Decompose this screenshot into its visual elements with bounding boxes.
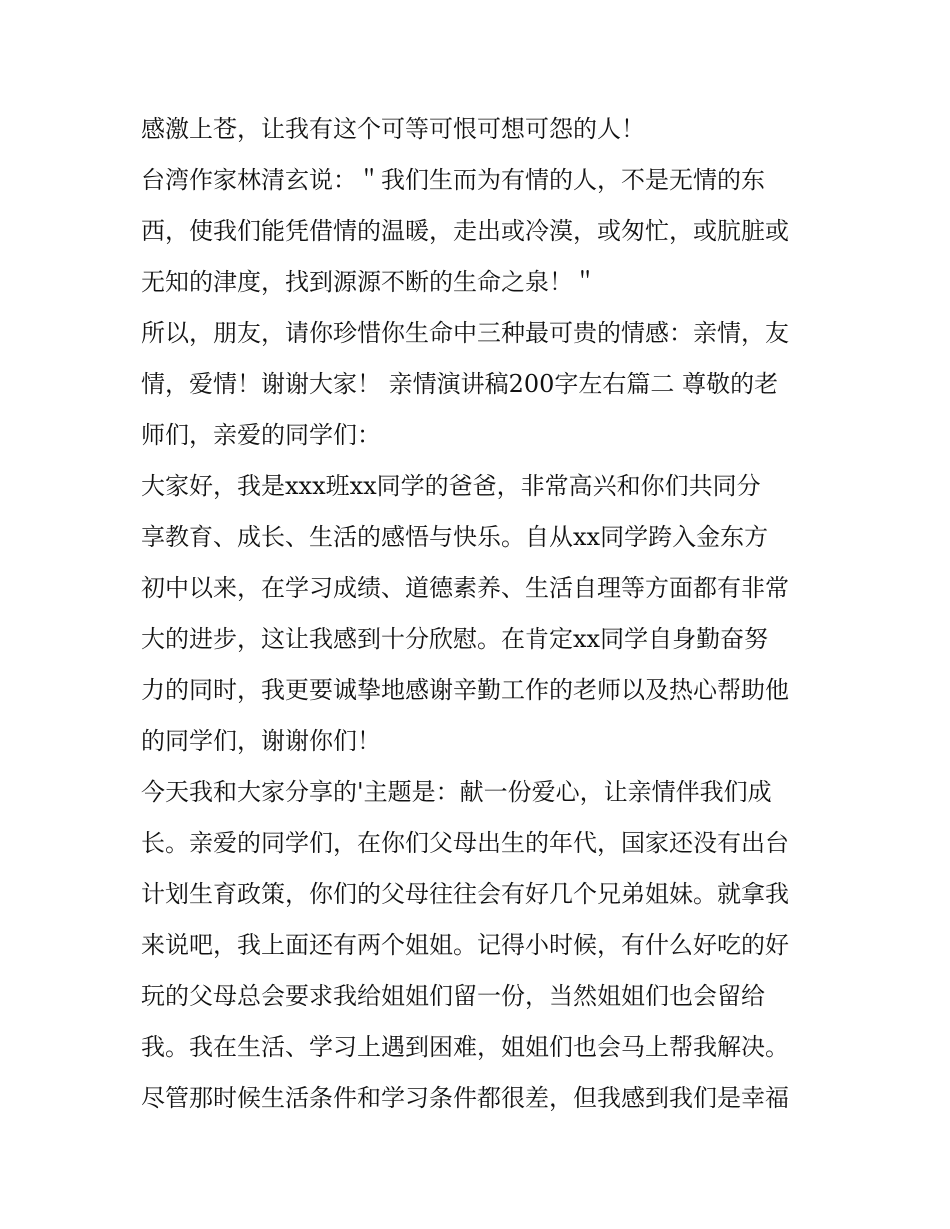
text-line: 力的同时，我更要诚挚地感谢辛勤工作的老师以及热心帮助他: [141, 676, 789, 704]
text-line: 我。我在生活、学习上遇到困难，姐姐们也会马上帮我解决。: [141, 1033, 789, 1061]
text-line: 所以，朋友，请你珍惜你生命中三种最可贵的情感：亲情，友: [141, 319, 789, 347]
text-line: 享教育、成长、生活的感悟与快乐。自从xx同学跨入金东方: [141, 523, 769, 551]
text-line: 西，使我们能凭借情的温暖，走出或冷漠，或匆忙，或肮脏或: [141, 217, 789, 245]
text-line: 师们，亲爱的同学们：: [141, 421, 381, 449]
text-line: 来说吧，我上面还有两个姐姐。记得小时候，有什么好吃的好: [141, 931, 789, 959]
text-line: 计划生育政策，你们的父母往往会有好几个兄弟姐妹。就拿我: [141, 880, 789, 908]
text-line: 初中以来，在学习成绩、道德素养、生活自理等方面都有非常: [141, 574, 789, 602]
text-line: 无知的津度，找到源源不断的生命之泉！＂: [141, 268, 597, 296]
text-line: 今天我和大家分享的'主题是：献一份爱心，让亲情伴我们成: [141, 778, 772, 806]
text-line: 的同学们，谢谢你们！: [141, 727, 381, 755]
text-line: 大的进步，这让我感到十分欣慰。在肯定xx同学自身勤奋努: [141, 625, 769, 653]
text-line: 台湾作家林清玄说：＂我们生而为有情的人，不是无情的东: [141, 166, 765, 194]
text-line: 情，爱情！谢谢大家！ 亲情演讲稿200字左右篇二 尊敬的老: [141, 370, 779, 398]
text-line: 大家好，我是xxx班xx同学的爸爸，非常高兴和你们共同分: [141, 472, 761, 500]
text-line: 玩的父母总会要求我给姐姐们留一份，当然姐姐们也会留给: [141, 982, 765, 1010]
text-line: 长。亲爱的同学们，在你们父母出生的年代，国家还没有出台: [141, 829, 789, 857]
body-text: [141, 104, 821, 1124]
text-line: 感激上苍，让我有这个可等可恨可想可怨的人！: [141, 115, 645, 143]
text-line: 尽管那时候生活条件和学习条件都很差，但我感到我们是幸福: [141, 1084, 789, 1112]
